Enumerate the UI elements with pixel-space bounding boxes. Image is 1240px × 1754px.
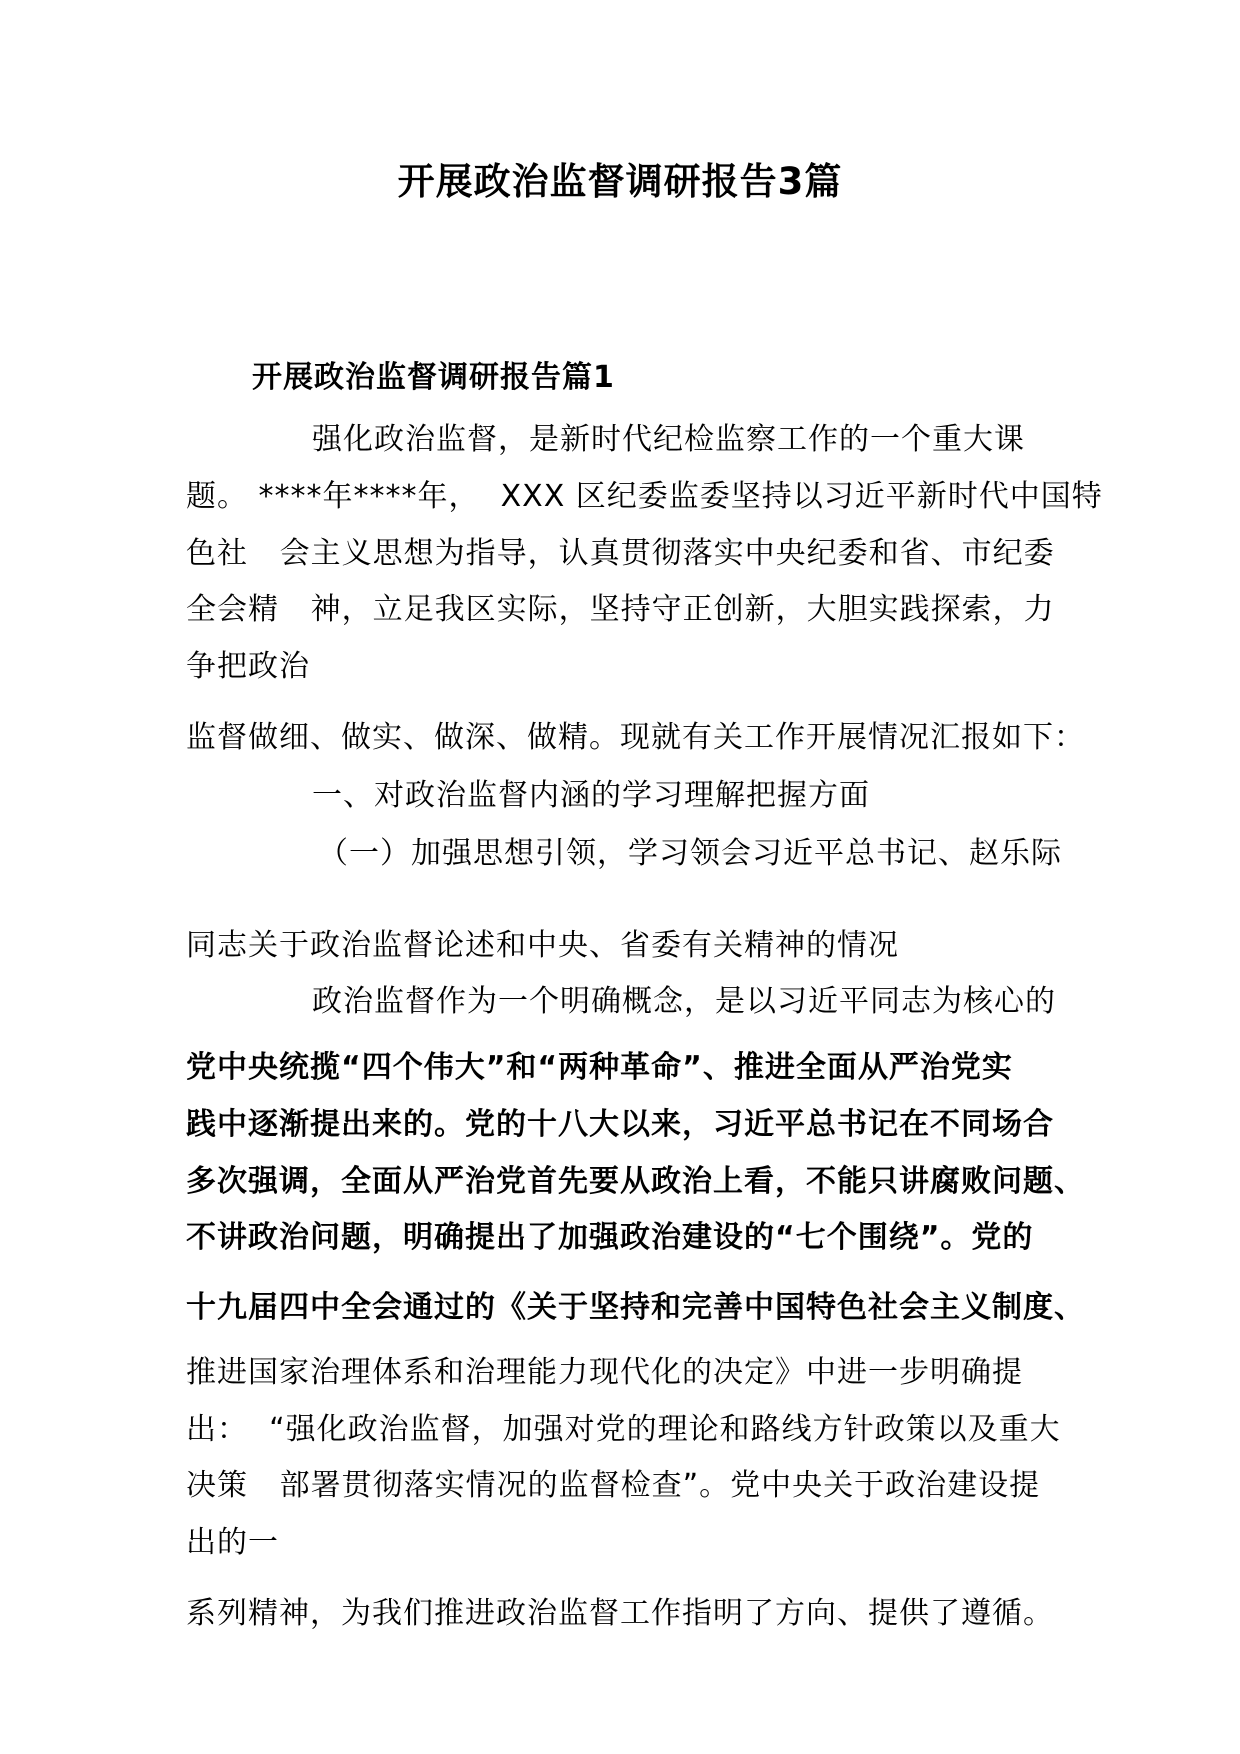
paragraph-line: 争把政治 (186, 649, 310, 684)
paragraph-line: 决策 部署贯彻落实情况的监督检查”。党中央关于政治建设提 (186, 1468, 1041, 1503)
paragraph-line: 推进国家治理体系和治理能力现代化的决定》中进一步明确提 (186, 1355, 1023, 1390)
document-title: 开展政治监督调研报告3篇 (397, 160, 843, 203)
paragraph-line: 系列精神，为我们推进政治监督工作指明了方向、提供了遵循。 (186, 1596, 1054, 1631)
section-heading: 开展政治监督调研报告篇1 (252, 360, 615, 395)
paragraph-line: 出的一 (186, 1525, 279, 1560)
paragraph-line: （一）加强思想引领，学习领会习近平总书记、赵乐际 (318, 836, 1062, 871)
paragraph-line: 色社 会主义思想为指导，认真贯彻落实中央纪委和省、市纪委 (186, 536, 1055, 571)
bold-line: 十九届四中全会通过的《关于坚持和完善中国特色社会主义制度、 (186, 1290, 1085, 1325)
paragraph-line: 监督做细、做实、做深、做精。现就有关工作开展情况汇报如下： (186, 720, 1085, 755)
bold-line: 多次强调，全面从严治党首先要从政治上看，不能只讲腐败问题、 (186, 1164, 1085, 1199)
bold-line: 践中逐渐提出来的。党的十八大以来，习近平总书记在不同场合 (186, 1107, 1054, 1142)
paragraph-line: 全会精 神，立足我区实际，坚持守正创新，大胆实践探索，力 (186, 592, 1055, 627)
bold-line: 不讲政治问题，明确提出了加强政治建设的“七个围绕”。党的 (186, 1220, 1034, 1255)
paragraph-line: 强化政治监督，是新时代纪检监察工作的一个重大课 (312, 422, 1025, 457)
paragraph-line: 题。 ****年****年， XXX 区纪委监委坚持以习近平新时代中国特 (186, 479, 1103, 514)
paragraph-line: 同志关于政治监督论述和中央、省委有关精神的情况 (186, 928, 899, 963)
paragraph-line: 出： “强化政治监督，加强对党的理论和路线方针政策以及重大 (186, 1412, 1061, 1447)
paragraph-line: 一、对政治监督内涵的学习理解把握方面 (312, 778, 870, 813)
paragraph-line: 政治监督作为一个明确概念，是以习近平同志为核心的 (312, 984, 1056, 1019)
bold-line: 党中央统揽“四个伟大”和“两种革命”、推进全面从严治党实 (186, 1050, 1013, 1085)
